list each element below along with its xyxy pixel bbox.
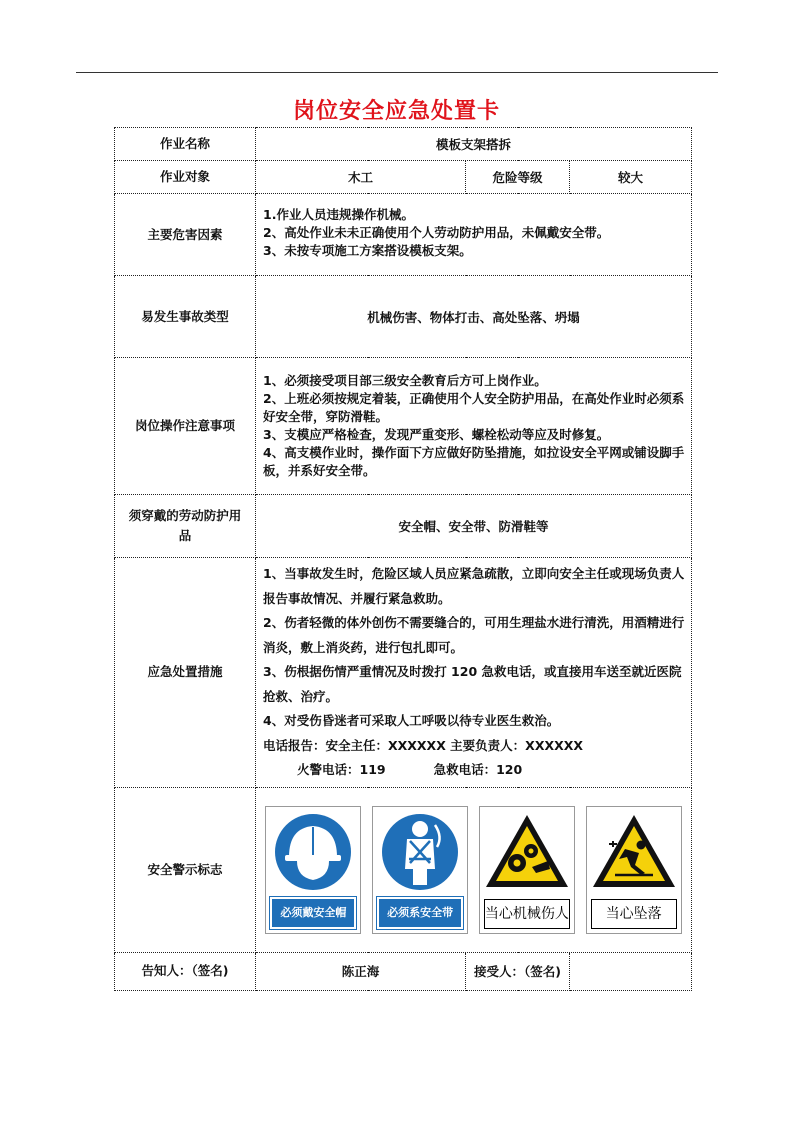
page-title: 岗位安全应急处置卡 (292, 99, 500, 124)
signs-label: 安全警示标志 (115, 787, 256, 952)
phone-numbers-line (263, 758, 685, 783)
accident-types-value: 机械伤害、物体打击、高处坠落、坍塌 (256, 276, 692, 358)
hazard-line: 3、未按专项施工方案搭设模板支架。 (263, 243, 472, 258)
risk-level-label: 危险等级 (466, 161, 570, 194)
precaution-line: 1、必须接受项目部三级安全教育后方可上岗作业。 (263, 373, 547, 388)
sign-label: 当心机械伤人 (484, 899, 570, 929)
machinery-warning-icon (484, 811, 570, 893)
precaution-line: 4、高支模作业时，操作面下方应做好防坠措施，如拉设安全平网或铺设脚手板，并系好安全带。 (263, 445, 685, 478)
emergency-content (256, 558, 692, 788)
sign-label: 当心坠落 (591, 899, 677, 929)
sign-label: 必须系安全带 (377, 897, 463, 929)
header-rule (76, 72, 718, 73)
row-signs (115, 787, 692, 952)
harness-icon (377, 811, 463, 893)
ambulance-phone: 急救电话：120 (433, 762, 523, 777)
signs-cell (256, 787, 692, 952)
row-job-target (115, 161, 692, 194)
signs-strip (256, 806, 691, 934)
job-target-label: 作业对象 (115, 161, 256, 194)
row-accident-types (115, 276, 692, 358)
precaution-line: 3、支模应严格检查，发现严重变形、螺栓松动等应及时修复。 (263, 427, 610, 442)
hazards-label: 主要危害因素 (115, 194, 256, 276)
ppe-label: 须穿戴的劳动防护用品 (115, 495, 256, 558)
helmet-icon (270, 811, 356, 893)
risk-level-value: 较大 (570, 161, 692, 194)
emergency-line: 3、伤根据伤情严重情况及时拨打 120 急救电话，或直接用车送至就近医院抢救、治疗。 (263, 664, 682, 704)
receiver-signature-field (570, 952, 692, 990)
row-job-name (115, 128, 692, 161)
sign-must-wear-harness (372, 806, 468, 934)
notifier-label: 告知人：（签名) (115, 952, 256, 990)
row-hazards (115, 194, 692, 276)
fire-phone: 火警电话：119 (297, 762, 386, 777)
sign-caution-machinery (479, 806, 575, 934)
precaution-line: 2、上班必须按规定着装，正确使用个人安全防护用品，在高处作业时必须系好安全带，穿防滑鞋。 (263, 391, 685, 424)
hazard-line: 2、高处作业未未正确使用个人劳动防护用品，未佩戴安全带。 (263, 225, 610, 240)
row-emergency (115, 558, 692, 788)
notifier-name: 陈正海 (256, 952, 466, 990)
row-ppe (115, 495, 692, 558)
sign-caution-fall (586, 806, 682, 934)
row-precautions (115, 358, 692, 495)
fall-warning-icon (591, 811, 677, 893)
precautions-label: 岗位操作注意事项 (115, 358, 256, 495)
emergency-card-table (114, 127, 692, 991)
accident-types-label: 易发生事故类型 (115, 276, 256, 358)
precautions-content (256, 358, 692, 495)
job-name-label: 作业名称 (115, 128, 256, 161)
row-signatures (115, 952, 692, 990)
sign-label: 必须戴安全帽 (270, 897, 356, 929)
phone-report-line: 电话报告：安全主任：XXXXXX 主要负责人：XXXXXX (263, 737, 584, 753)
sign-must-wear-helmet (265, 806, 361, 934)
emergency-line: 1、当事故发生时，危险区域人员应紧急疏散，立即向安全主任或现场负责人报告事故情况、并履行紧急救助。 (263, 566, 685, 606)
ppe-value: 安全帽、安全带、防滑鞋等 (256, 495, 692, 558)
emergency-line: 2、伤者轻微的体外创伤不需要缝合的，可用生理盐水进行清洗，用酒精进行消炎，敷上消炎药，进行包扎即可。 (263, 615, 685, 655)
emergency-line: 4、对受伤昏迷者可采取人工呼吸以待专业医生救治。 (263, 713, 560, 728)
emergency-label: 应急处置措施 (115, 558, 256, 788)
receiver-label: 接受人：（签名) (466, 952, 570, 990)
hazards-content (256, 194, 692, 276)
job-target-value: 木工 (256, 161, 466, 194)
hazard-line: 1.作业人员违规操作机械。 (263, 207, 414, 222)
job-name-value: 模板支架搭拆 (256, 128, 692, 161)
